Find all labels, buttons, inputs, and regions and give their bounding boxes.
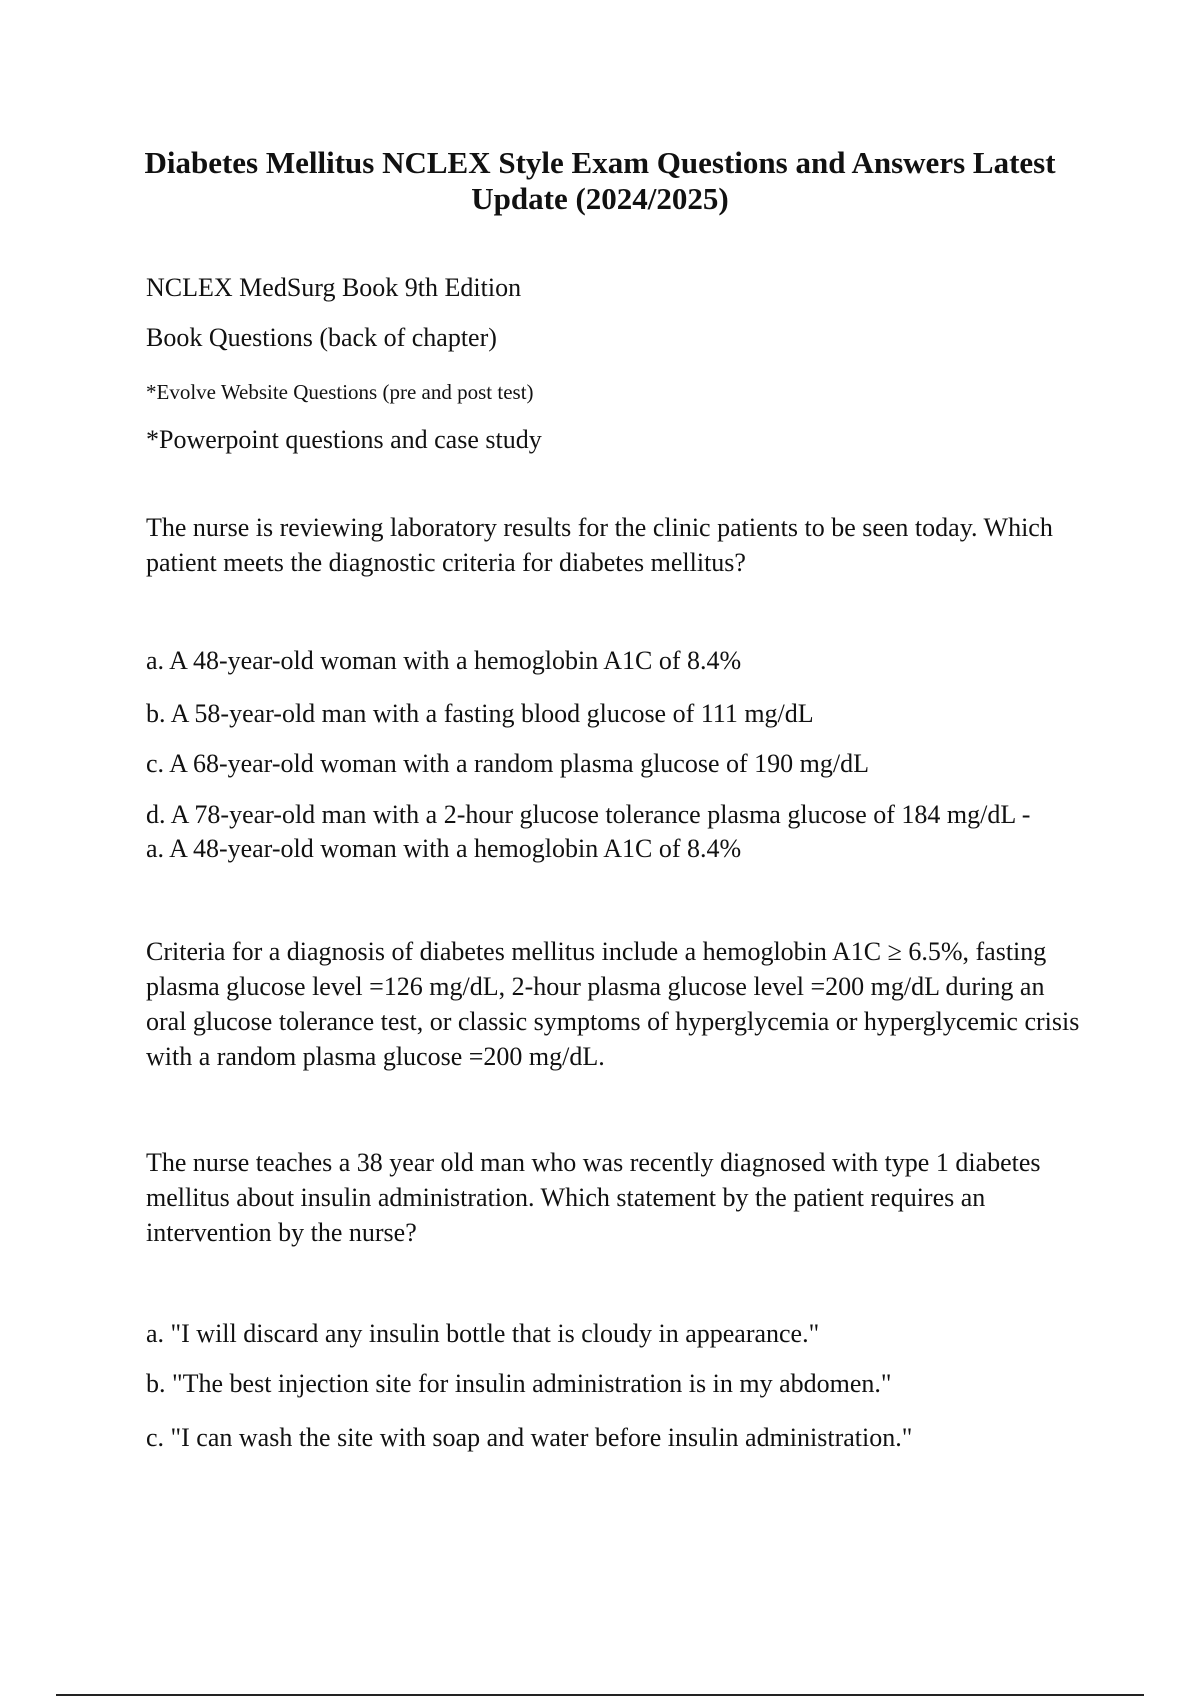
page-bottom-rule [56,1694,1144,1696]
question-1-rationale: Criteria for a diagnosis of diabetes mellitus include a hemoglobin A1C ≥ 6.5%, fasting plasma glucose level =126 mg/dL, 2-hour plasma glucose level =200 mg/dL during an oral glucose tolerance test, or classic symptoms of hyperglycemia or hyperglycemic crisis with a random plasma glucose =200 mg/dL. [146,937,1080,1071]
intro-line-evolve-questions: *Evolve Website Questions (pre and post test) [146,380,534,404]
question-2-stem: The nurse teaches a 38 year old man who was recently diagnosed with type 1 diabetes mellitus about insulin administration. Which statement by the patient requires an intervention by the nurse? [146,1148,1041,1247]
question-1-option-c: c. A 68-year-old woman with a random plasma glucose of 190 mg/dL [146,749,869,778]
intro-line-edition: NCLEX MedSurg Book 9th Edition [146,273,522,302]
question-2-option-b: b. "The best injection site for insulin administration is in my abdomen." [146,1369,892,1398]
question-2-option-c: c. "I can wash the site with soap and water before insulin administration." [146,1423,913,1452]
question-1-stem: The nurse is reviewing laboratory results for the clinic patients to be seen today. Which patient meets the diagnostic criteria for diabetes mellitus? [146,513,1053,577]
question-1-option-b: b. A 58-year-old man with a fasting blood glucose of 111 mg/dL [146,699,814,728]
question-1-option-a: a. A 48-year-old woman with a hemoglobin A1C of 8.4% [146,646,742,675]
question-2-option-a: a. "I will discard any insulin bottle that is cloudy in appearance." [146,1319,820,1348]
document-title: Diabetes Mellitus NCLEX Style Exam Questions and Answers Latest Update (2024/2025) [144,145,1056,216]
question-1-option-d-with-answer: d. A 78-year-old man with a 2-hour glucose tolerance plasma glucose of 184 mg/dL - a. A 48-year-old woman with a hemoglobin A1C of 8.4% [146,800,1031,863]
intro-line-book-questions: Book Questions (back of chapter) [146,323,497,352]
intro-line-powerpoint: *Powerpoint questions and case study [146,425,542,454]
